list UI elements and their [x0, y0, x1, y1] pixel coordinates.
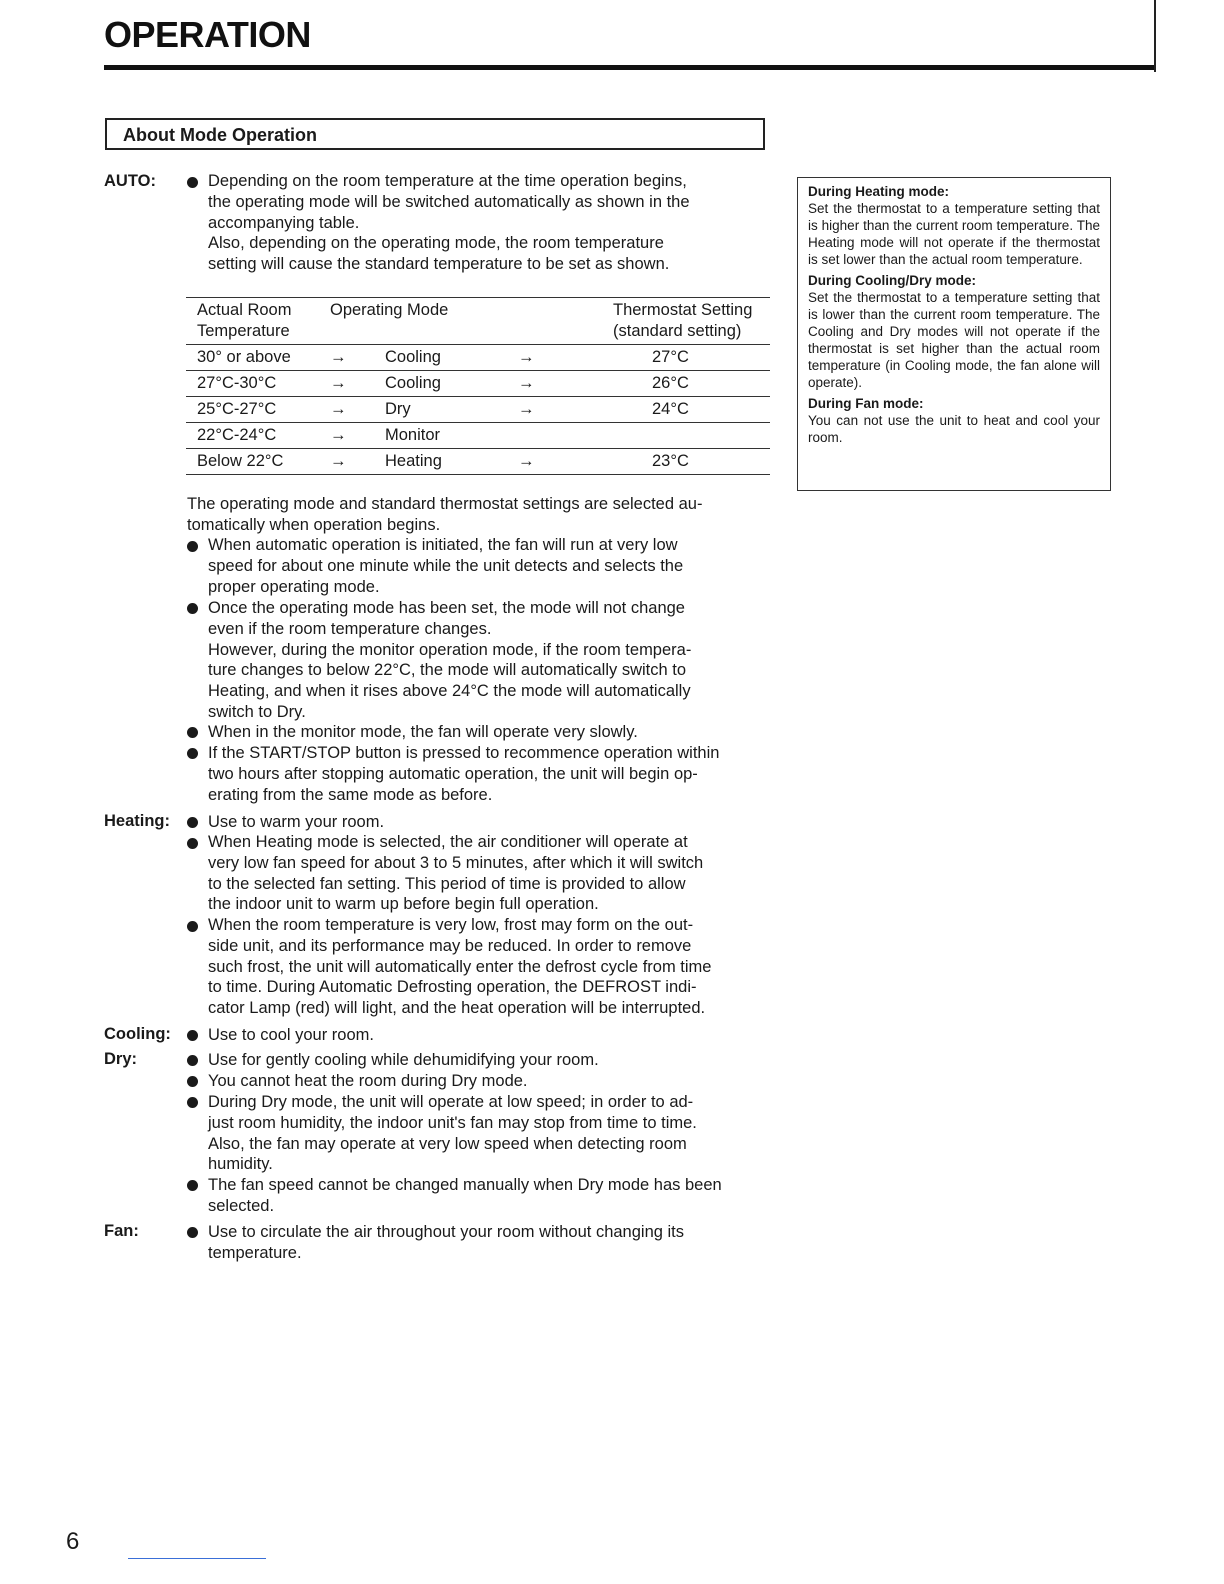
- text-line: setting will cause the standard temperature to be set as shown.: [208, 255, 670, 274]
- bullet-icon: [187, 727, 198, 738]
- cooling-bullet-1: [208, 1025, 374, 1046]
- cell-mode: Monitor: [385, 423, 518, 449]
- label-dry: Dry:: [104, 1050, 138, 1068]
- table-row: [186, 371, 770, 397]
- text-line: Once the operating mode has been set, the mode will not change: [208, 599, 685, 617]
- bullet-icon: [187, 1227, 198, 1238]
- title-rule: [104, 65, 1156, 70]
- label-auto: AUTO:: [104, 172, 156, 190]
- col-header-mode: [330, 298, 518, 345]
- footer-rule: [128, 1558, 266, 1559]
- dry-bullet-3: [208, 1092, 697, 1175]
- text-line: When in the monitor mode, the fan will operate very slowly.: [208, 723, 638, 741]
- text-line: Use to warm your room.: [208, 813, 385, 831]
- auto-bullet-2: [208, 598, 691, 723]
- table-row: [186, 449, 770, 475]
- arrow-icon: →: [518, 449, 598, 475]
- dry-bullet-2: [208, 1071, 528, 1092]
- text-line: proper operating mode.: [208, 577, 380, 596]
- text-line: the operating mode will be switched automatically as shown in the: [208, 192, 690, 211]
- text-line: humidity.: [208, 1155, 273, 1174]
- cell-temperature: 22°C-24°C: [186, 423, 330, 449]
- cell-temperature: Below 22°C: [186, 449, 330, 475]
- text-line: switch to Dry.: [208, 702, 306, 721]
- text-line: Heating, and when it rises above 24°C the mode will automatically: [208, 682, 691, 701]
- auto-bullet-4: [208, 743, 719, 805]
- arrow-icon: →: [330, 397, 385, 423]
- col-header-setting: [598, 298, 770, 345]
- auto-after-table: [187, 494, 702, 536]
- text-line: Also, the fan may operate at very low speed when detecting room: [208, 1134, 687, 1153]
- text-line: Also, depending on the operating mode, the room temperature: [208, 234, 664, 253]
- cell-mode: Dry: [385, 397, 518, 423]
- label-fan: Fan:: [104, 1222, 139, 1240]
- auto-bullet-3: [208, 722, 638, 743]
- table-row: [186, 397, 770, 423]
- arrow-icon: →: [330, 345, 385, 371]
- auto-mode-table: [186, 297, 770, 475]
- bullet-icon: [187, 1097, 198, 1108]
- page-title: OPERATION: [104, 14, 311, 55]
- header-line: Actual Room: [197, 301, 292, 319]
- text-line: The fan speed cannot be changed manually when Dry mode has been: [208, 1176, 722, 1194]
- header-line: Thermostat Setting: [613, 301, 753, 319]
- arrow-icon: →: [518, 345, 598, 371]
- text-line: very low fan speed for about 3 to 5 minutes, after which it will switch: [208, 853, 704, 872]
- text-line: If the START/STOP button is pressed to recommence operation within: [208, 744, 720, 762]
- text-line: Use to circulate the air throughout your room without changing its: [208, 1223, 685, 1241]
- text-line: erating from the same mode as before.: [208, 785, 493, 804]
- auto-bullet-1: [208, 535, 683, 597]
- text-line: Depending on the room temperature at the time operation begins,: [208, 172, 687, 190]
- header-line: Temperature: [197, 322, 290, 340]
- bullet-icon: [187, 817, 198, 828]
- bullet-icon: [187, 748, 198, 759]
- section-heading-box: [105, 118, 765, 150]
- text-line: just room humidity, the indoor unit's fan may stop from time to time.: [208, 1113, 697, 1132]
- bullet-icon: [187, 838, 198, 849]
- cell-mode: Cooling: [385, 345, 518, 371]
- heating-bullet-3: [208, 915, 711, 1019]
- cell-setting: 26°C: [598, 371, 770, 397]
- text-line: cator Lamp (red) will light, and the heat operation will be interrupted.: [208, 999, 706, 1018]
- cell-setting: [598, 423, 770, 449]
- arrow-icon: →: [330, 371, 385, 397]
- thermostat-note-box: [797, 177, 1111, 491]
- header-line: (standard setting): [613, 322, 742, 340]
- cell-temperature: 25°C-27°C: [186, 397, 330, 423]
- label-cooling: Cooling:: [104, 1025, 171, 1043]
- bullet-icon: [187, 603, 198, 614]
- arrow-icon: →: [330, 449, 385, 475]
- auto-intro: [208, 171, 690, 275]
- text-line: even if the room temperature changes.: [208, 619, 492, 638]
- bullet-icon: [187, 1076, 198, 1087]
- cell-temperature: 27°C-30°C: [186, 371, 330, 397]
- text-line: When Heating mode is selected, the air conditioner will operate at: [208, 833, 688, 851]
- text-line: two hours after stopping automatic operation, the unit will begin op-: [208, 764, 698, 783]
- text-line: Use to cool your room.: [208, 1026, 374, 1044]
- label-heating: Heating:: [104, 812, 170, 830]
- note-heading: During Cooling/Dry mode:: [808, 273, 976, 288]
- bullet-icon: [187, 1055, 198, 1066]
- cell-setting: 23°C: [598, 449, 770, 475]
- text-line: tomatically when operation begins.: [187, 515, 441, 534]
- table-row: [186, 345, 770, 371]
- text-line: temperature.: [208, 1243, 302, 1262]
- page-number: 6: [66, 1528, 80, 1555]
- section-heading: About Mode Operation: [123, 125, 317, 145]
- table-header-row: [186, 298, 770, 345]
- bullet-icon: [187, 541, 198, 552]
- bullet-icon: [187, 921, 198, 932]
- text-line: You cannot heat the room during Dry mode.: [208, 1072, 528, 1090]
- text-line: speed for about one minute while the unit detects and selects the: [208, 556, 684, 575]
- table-row: [186, 423, 770, 449]
- page-edge-line: [1154, 0, 1156, 72]
- bullet-icon: [187, 1030, 198, 1041]
- note-text: Set the thermostat to a temperature setting that is higher than the current room temperature. The Heating mode will not operate if the thermostat is set lower than the actual room temperature.: [808, 201, 1100, 267]
- text-line: side unit, and its performance may be reduced. In order to remove: [208, 936, 692, 955]
- cell-temperature: 30° or above: [186, 345, 330, 371]
- col-header-spacer: [518, 298, 598, 345]
- arrow-icon: →: [518, 397, 598, 423]
- cell-mode: Heating: [385, 449, 518, 475]
- col-header-temperature: [186, 298, 330, 345]
- note-heading: During Heating mode:: [808, 184, 949, 199]
- text-line: However, during the monitor operation mode, if the room tempera-: [208, 640, 692, 659]
- arrow-icon: →: [330, 423, 385, 449]
- cell-mode: Cooling: [385, 371, 518, 397]
- cell-setting: 24°C: [598, 397, 770, 423]
- dry-bullet-4: [208, 1175, 722, 1217]
- empty-cell: [518, 423, 598, 449]
- dry-bullet-1: [208, 1050, 599, 1071]
- text-line: accompanying table.: [208, 213, 360, 232]
- heating-bullet-2: [208, 832, 703, 915]
- bullet-icon: [187, 1180, 198, 1191]
- note-text: You can not use the unit to heat and cool your room.: [808, 413, 1100, 445]
- arrow-icon: →: [518, 371, 598, 397]
- text-line: to time. During Automatic Defrosting operation, the DEFROST indi-: [208, 978, 697, 997]
- text-line: Use for gently cooling while dehumidifying your room.: [208, 1051, 599, 1069]
- text-line: selected.: [208, 1196, 275, 1215]
- note-heading: During Fan mode:: [808, 396, 924, 411]
- cell-setting: 27°C: [598, 345, 770, 371]
- text-line: When the room temperature is very low, frost may form on the out-: [208, 916, 694, 934]
- text-line: The operating mode and standard thermostat settings are selected au-: [187, 495, 703, 513]
- note-text: Set the thermostat to a temperature setting that is lower than the current room temperature. The Cooling and Dry modes will not operate if the thermostat is set higher than the actual room temperature (in Cooling mode, the fan alone will operate).: [808, 290, 1100, 390]
- header-line: Operating Mode: [330, 301, 449, 319]
- text-line: the indoor unit to warm up before begin full operation.: [208, 895, 599, 914]
- text-line: ture changes to below 22°C, the mode will automatically switch to: [208, 661, 687, 680]
- fan-bullet-1: [208, 1222, 684, 1264]
- text-line: to the selected fan setting. This period of time is provided to allow: [208, 874, 686, 893]
- heating-bullet-1: [208, 812, 384, 833]
- text-line: When automatic operation is initiated, the fan will run at very low: [208, 536, 678, 554]
- bullet-icon: [187, 177, 198, 188]
- text-line: such frost, the unit will automatically enter the defrost cycle from time: [208, 957, 712, 976]
- text-line: During Dry mode, the unit will operate at low speed; in order to ad-: [208, 1093, 694, 1111]
